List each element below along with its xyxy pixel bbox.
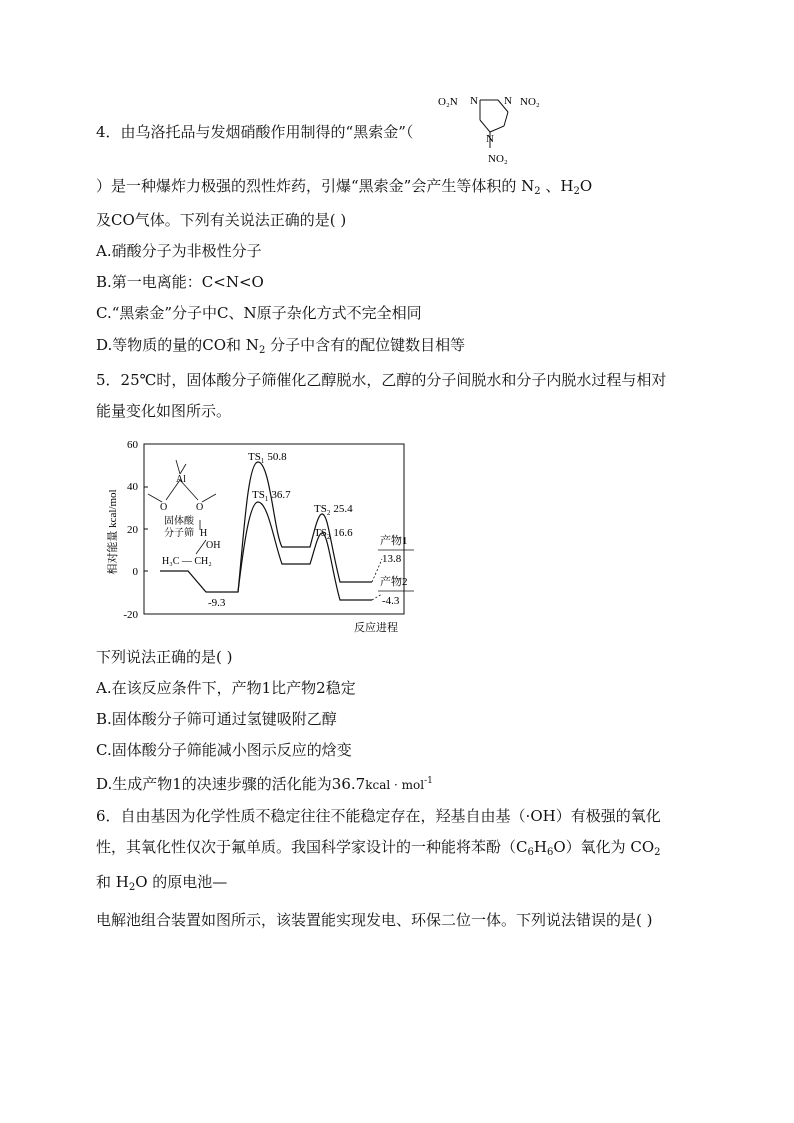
- q6-line4: 电解池组合装置如图所示，该装置能实现发电、环保二位一体。下列说法错误的是( ): [96, 911, 653, 929]
- q6-line2: 性，其氧化性仅次于氟单质。我国科学家设计的一种能将苯酚$(C_6H_6O)$氧化为 $CO_2$: [96, 838, 661, 858]
- x-axis-label: 反应进程: [354, 622, 398, 634]
- label-product2-val: -4.3: [382, 595, 400, 607]
- energy-diagram: [96, 432, 436, 637]
- inset-oh: OH: [206, 540, 221, 551]
- inset-h: H: [200, 528, 208, 539]
- dashed-connectors: [188, 559, 382, 600]
- label-ts1-low: $TS_1$ 36.7: [252, 489, 291, 503]
- q4-option-d: D.等物质的量的CO和 $N_2$ 分子中含有的配位键数目相等: [96, 336, 466, 356]
- q5-option-c: C.固体酸分子筛能减小图示反应的焓变: [96, 741, 352, 759]
- inset-catalyst-2: 分子筛: [164, 528, 194, 539]
- label-product1-val: 13.8: [382, 553, 402, 565]
- rdx-no2-bottom: NO₂: [488, 153, 508, 165]
- inset-o-right: O: [196, 502, 204, 513]
- q6-line1: 6．自由基因为化学性质不稳定往往不能稳定存在，羟基自由基（·OH）有极强的氧化: [96, 807, 661, 825]
- ytick-0: 0: [132, 566, 138, 578]
- label-ts2-high: $TS_2$ 25.4: [314, 503, 353, 517]
- label-product1: 产物1: [380, 535, 408, 547]
- inset-catalyst-1: 固体酸: [164, 516, 194, 527]
- q4-option-c: C.“黑索金”分子中C、N原子杂化方式不完全相同: [96, 304, 422, 322]
- label-product2: 产物2: [380, 576, 408, 588]
- inset-ethanol: H₃C — CH₂: [162, 556, 212, 567]
- q5-option-b: B.固体酸分子筛可通过氢键吸附乙醇: [96, 710, 337, 728]
- rdx-n-left: N: [470, 95, 478, 107]
- q6-line3: 和 $H_2O$ 的原电池—: [96, 873, 228, 893]
- q5-option-d: D.生成产物1的决速步骤的活化能为36.7kcal · mol$^{-1}$: [96, 775, 433, 793]
- q4-intro: 4．由乌洛托品与发烟硝酸作用制得的“黑索金”（: [96, 123, 414, 141]
- ytick--20: -20: [123, 609, 138, 621]
- q4-line3: 及CO气体。下列有关说法正确的是( ): [96, 211, 347, 229]
- q4-option-b: B.第一电离能：C<N<O: [96, 273, 264, 291]
- rdx-no2-right: NO₂: [520, 96, 540, 108]
- label-ts2-low: $TS_2$ 16.6: [314, 527, 353, 541]
- q4-line2: ）是一种爆炸力极强的烈性炸药，引爆“黑索金”会产生等体积的 $N_2$ 、$H_2O$: [96, 177, 593, 197]
- q5-question: 下列说法正确的是( ): [96, 648, 233, 666]
- ytick-40: 40: [127, 481, 138, 493]
- q5-option-a: A.在该反应条件下，产物1比产物2稳定: [96, 679, 356, 697]
- rdx-structure-diagram: [432, 90, 562, 170]
- label-ts1-high: $TS_1$ 50.8: [248, 451, 287, 465]
- rdx-n-bottom: N: [486, 133, 494, 145]
- ytick-60: 60: [127, 439, 138, 451]
- series-lower-curve: [238, 502, 372, 600]
- label-adsorbed: -9.3: [208, 597, 226, 609]
- q5-line2: 能量变化如图所示。: [96, 402, 232, 420]
- rdx-n-right: N: [504, 95, 512, 107]
- inset-o-left: O: [160, 502, 168, 513]
- q4-option-a: A.硝酸分子为非极性分子: [96, 242, 262, 260]
- y-axis-label: 相对能量 kcal/mol: [107, 489, 119, 575]
- inset-al: Al: [176, 474, 186, 485]
- ytick-20: 20: [127, 524, 138, 536]
- rdx-no2-left: O₂N: [438, 96, 458, 108]
- y-ticks: [123, 439, 138, 621]
- q5-line1: 5．25℃时，固体酸分子筛催化乙醇脱水，乙醇的分子间脱水和分子内脱水过程与相对: [96, 371, 667, 389]
